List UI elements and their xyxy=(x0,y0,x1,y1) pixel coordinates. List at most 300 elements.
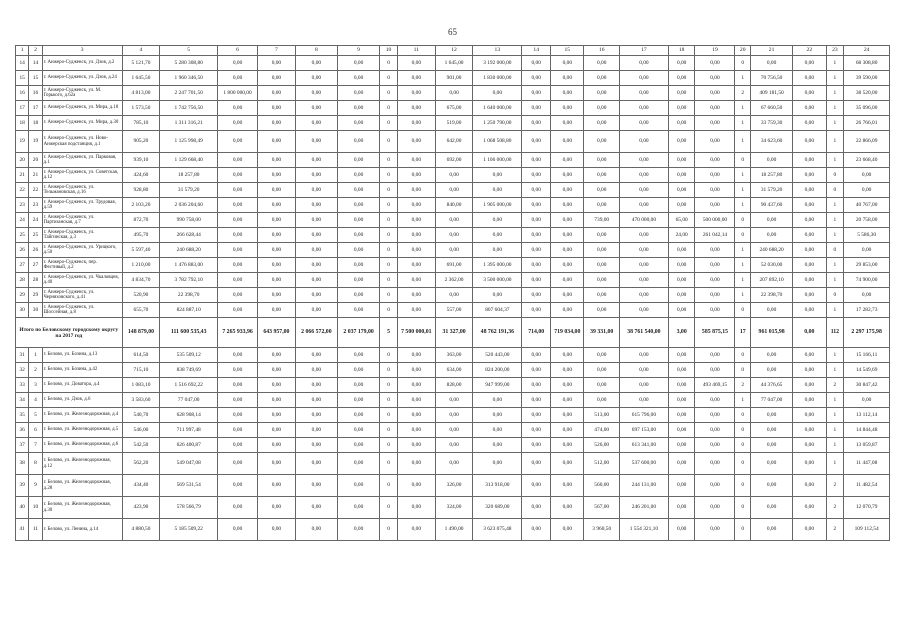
table-cell: 23 xyxy=(29,198,42,213)
table-cell: 905,20 xyxy=(122,131,160,153)
table-cell: 0,00 xyxy=(258,497,296,519)
table-cell: 30 xyxy=(29,303,42,318)
table-cell: 0,00 xyxy=(793,453,826,475)
table-cell: 0,00 xyxy=(295,363,337,378)
table-cell: 0,00 xyxy=(218,153,258,168)
table-cell: г. Белово, ул. Бозина, д.42 xyxy=(42,363,122,378)
table-cell: 0,00 xyxy=(435,423,473,438)
table-cell: 261 042,14 xyxy=(695,228,735,243)
table-cell: 0,00 xyxy=(668,101,695,116)
table-row xyxy=(16,56,890,71)
table-cell: 0,00 xyxy=(295,71,337,86)
table-cell: 0,00 xyxy=(337,228,379,243)
table-cell: 0,00 xyxy=(793,363,826,378)
table-cell: 0,00 xyxy=(551,116,584,131)
table-cell: 0 xyxy=(735,56,751,71)
table-cell: 18 xyxy=(29,116,42,131)
table-cell: 0,00 xyxy=(695,363,735,378)
table-cell: 0 xyxy=(826,183,844,198)
table-cell: 29 xyxy=(29,288,42,303)
table-cell: 0,00 xyxy=(668,168,695,183)
table-cell: 0,00 xyxy=(844,168,890,183)
table-cell: 0,00 xyxy=(793,318,826,348)
summary-row xyxy=(16,318,890,348)
table-cell: 961 015,98 xyxy=(751,318,793,348)
table-cell: 39 590,00 xyxy=(844,71,890,86)
table-cell: 0,00 xyxy=(258,228,296,243)
table-cell: 0,00 xyxy=(668,378,695,393)
table-row xyxy=(16,273,890,288)
table-cell: 739,00 xyxy=(584,213,620,228)
table-cell: 0,00 xyxy=(337,378,379,393)
table-cell: 0,00 xyxy=(258,363,296,378)
register-table xyxy=(15,45,890,541)
table-cell: 0,00 xyxy=(473,438,522,453)
table-row xyxy=(16,408,890,423)
table-cell: 29 xyxy=(16,288,29,303)
table-cell: 0,00 xyxy=(473,288,522,303)
table-cell: 1 960 346,50 xyxy=(160,71,218,86)
table-cell: 3 623 075,48 xyxy=(473,519,522,541)
table-cell: 19 xyxy=(695,46,735,56)
table-cell: 10 xyxy=(29,497,42,519)
table-cell: г. Белово, ул. Железнодорожная, д.30 xyxy=(42,497,122,519)
table-cell: 5 185 509,22 xyxy=(160,519,218,541)
table-cell: 0,00 xyxy=(619,153,668,168)
table-cell: 0,00 xyxy=(551,228,584,243)
table-cell: 17 xyxy=(16,101,29,116)
table-cell: 0,00 xyxy=(522,475,551,497)
table-cell: 0,00 xyxy=(218,348,258,363)
table-cell: 0,00 xyxy=(397,153,435,168)
table-cell: 28 xyxy=(29,273,42,288)
table-cell: 0,00 xyxy=(258,393,296,408)
table-cell: 1 xyxy=(735,198,751,213)
table-cell: 1 800 000,00 xyxy=(218,86,258,101)
table-cell: 0,00 xyxy=(695,423,735,438)
table-cell: 32 xyxy=(16,363,29,378)
table-cell: 512,00 xyxy=(584,453,620,475)
table-cell: 542,50 xyxy=(122,438,160,453)
table-cell: 27 xyxy=(16,258,29,273)
table-cell: 495,70 xyxy=(122,228,160,243)
table-cell: 0,00 xyxy=(397,408,435,423)
table-cell: 0,00 xyxy=(551,213,584,228)
table-cell: 0,00 xyxy=(337,453,379,475)
table-cell: 0,00 xyxy=(584,183,620,198)
table-cell: 872,70 xyxy=(122,213,160,228)
table-cell: 0,00 xyxy=(668,408,695,423)
table-cell: 0,00 xyxy=(295,243,337,258)
table-cell: 5 xyxy=(380,318,398,348)
table-cell: 0,00 xyxy=(435,288,473,303)
table-cell: 2 xyxy=(826,475,844,497)
table-cell: 0,00 xyxy=(793,243,826,258)
table-cell: 0,00 xyxy=(258,273,296,288)
table-cell: 0,00 xyxy=(337,243,379,258)
table-cell: 26 xyxy=(29,243,42,258)
table-cell: 22 xyxy=(29,183,42,198)
table-cell: 17 xyxy=(619,46,668,56)
table-cell: 1 640 000,00 xyxy=(473,101,522,116)
table-cell: 17 xyxy=(29,101,42,116)
table-cell: 0,00 xyxy=(619,71,668,86)
table-cell: 1 106 000,00 xyxy=(473,153,522,168)
table-cell: 0,00 xyxy=(522,198,551,213)
table-cell: 20 xyxy=(16,153,29,168)
table-cell: 29 853,00 xyxy=(844,258,890,273)
table-cell: 1 554 321,10 xyxy=(619,519,668,541)
table-cell: 0,00 xyxy=(551,303,584,318)
table-cell: 240 688,20 xyxy=(751,243,793,258)
table-cell: 0,00 xyxy=(522,288,551,303)
table-cell: г. Анжеро-Судженск, ул. Шоссейная, д.8 xyxy=(42,303,122,318)
table-cell: 1 210,00 xyxy=(122,258,160,273)
table-cell: 17 282,73 xyxy=(844,303,890,318)
table-cell: 1 xyxy=(735,131,751,153)
table-cell: 1 083,10 xyxy=(122,378,160,393)
table-cell: 1 xyxy=(735,258,751,273)
table-cell: 0,00 xyxy=(337,519,379,541)
table-cell: 0,00 xyxy=(584,101,620,116)
table-cell: 0 xyxy=(735,228,751,243)
table-cell: 0,00 xyxy=(619,258,668,273)
table-row xyxy=(16,228,890,243)
table-cell: 15 xyxy=(16,71,29,86)
table-cell: 0 xyxy=(380,475,398,497)
table-cell: 0,00 xyxy=(522,519,551,541)
table-cell: 0,00 xyxy=(695,273,735,288)
table-cell: г. Анжеро-Судженск, ул. Чкаловцев, д.40 xyxy=(42,273,122,288)
table-cell: 1 516 692,22 xyxy=(160,378,218,393)
table-cell: 5 586,30 xyxy=(844,228,890,243)
table-cell: г. Анжеро-Судженск, ул. Урицкого, д.50 xyxy=(42,243,122,258)
table-cell: 0,00 xyxy=(397,243,435,258)
table-cell: 0,00 xyxy=(295,453,337,475)
table-cell: 0,00 xyxy=(337,273,379,288)
table-cell: 22 398,70 xyxy=(751,288,793,303)
table-cell: 0,00 xyxy=(522,378,551,393)
table-cell: 0,00 xyxy=(668,116,695,131)
table-cell: 500 000,00 xyxy=(695,213,735,228)
table-cell: 3 782 792,10 xyxy=(160,273,218,288)
table-cell: 1 830 000,00 xyxy=(473,71,522,86)
table-cell: 939,10 xyxy=(122,153,160,168)
table-cell: 0,00 xyxy=(619,378,668,393)
table-cell: г. Анжеро-Судженск, ул. М. Горького, д.62а xyxy=(42,86,122,101)
table-cell: 1 490,00 xyxy=(435,519,473,541)
table-cell: 20 758,00 xyxy=(844,213,890,228)
table-cell: 0,00 xyxy=(551,363,584,378)
table-cell: 111 600 535,43 xyxy=(160,318,218,348)
table-cell: 0,00 xyxy=(793,153,826,168)
table-cell: 626 400,87 xyxy=(160,438,218,453)
table-cell: 0,00 xyxy=(668,288,695,303)
table-cell: 0,00 xyxy=(668,86,695,101)
table-cell: 0,00 xyxy=(218,303,258,318)
table-cell: 0 xyxy=(735,497,751,519)
table-cell: 0,00 xyxy=(218,288,258,303)
table-cell: 13 xyxy=(473,46,522,56)
table-cell: 0,00 xyxy=(793,101,826,116)
table-cell: 70 756,50 xyxy=(751,71,793,86)
table-cell: 1 xyxy=(735,71,751,86)
table-row xyxy=(16,438,890,453)
table-cell: 0,00 xyxy=(337,423,379,438)
table-cell: 0 xyxy=(380,408,398,423)
table-cell: 0,00 xyxy=(337,131,379,153)
table-cell: 0,00 xyxy=(793,475,826,497)
table-cell: 0,00 xyxy=(695,183,735,198)
table-cell: 1 250 790,00 xyxy=(473,116,522,131)
table-cell: 7 xyxy=(258,46,296,56)
table-cell: г. Анжеро-Судженск, ул. Партизанская, д.7 xyxy=(42,213,122,228)
table-cell: 0,00 xyxy=(695,116,735,131)
table-cell: 0,00 xyxy=(258,288,296,303)
table-cell: 14 xyxy=(522,46,551,56)
table-cell: 14 844,48 xyxy=(844,423,890,438)
table-cell: 0,00 xyxy=(397,131,435,153)
table-cell: 540,70 xyxy=(122,408,160,423)
table-cell: 112 xyxy=(826,318,844,348)
table-cell: 0,00 xyxy=(522,393,551,408)
table-cell: 697 153,00 xyxy=(619,423,668,438)
table-cell: 0,00 xyxy=(793,86,826,101)
table-cell: 0,00 xyxy=(668,348,695,363)
table-row xyxy=(16,378,890,393)
table-cell: 0,00 xyxy=(751,423,793,438)
table-cell: 0,00 xyxy=(551,453,584,475)
table-cell: 3,00 xyxy=(668,318,695,348)
table-cell: 0,00 xyxy=(619,56,668,71)
table-cell: г. Анжеро-Судженск, ул. Советская, д.12 xyxy=(42,168,122,183)
table-cell: 0 xyxy=(735,408,751,423)
table-cell: 0,00 xyxy=(584,198,620,213)
table-cell: 3 960,50 xyxy=(584,519,620,541)
table-cell: 30 xyxy=(16,303,29,318)
table-cell: 0,00 xyxy=(695,393,735,408)
table-cell: 0,00 xyxy=(695,198,735,213)
register-body xyxy=(16,46,890,541)
table-cell: 0,00 xyxy=(295,408,337,423)
table-cell: 0,00 xyxy=(337,198,379,213)
table-cell: 13 059,87 xyxy=(844,438,890,453)
table-cell: 1 xyxy=(826,213,844,228)
table-cell: 23 xyxy=(16,198,29,213)
table-cell: 0 xyxy=(380,288,398,303)
table-cell: 1 125 998,49 xyxy=(160,131,218,153)
table-cell: 0,00 xyxy=(668,131,695,153)
table-cell: 0,00 xyxy=(668,475,695,497)
table-cell: 1 573,50 xyxy=(122,101,160,116)
table-cell: 0,00 xyxy=(668,438,695,453)
table-row xyxy=(16,101,890,116)
table-cell: 0,00 xyxy=(435,228,473,243)
table-cell: 0,00 xyxy=(397,86,435,101)
table-cell: 0,00 xyxy=(793,393,826,408)
table-cell: 0,00 xyxy=(473,213,522,228)
table-cell: 1 xyxy=(826,258,844,273)
table-cell: 0 xyxy=(735,475,751,497)
table-cell: 34 623,60 xyxy=(751,131,793,153)
table-cell: 0,00 xyxy=(551,86,584,101)
table-cell: 1 xyxy=(826,228,844,243)
table-cell: 434,40 xyxy=(122,475,160,497)
table-cell: 4 834,70 xyxy=(122,273,160,288)
table-cell: 0,00 xyxy=(218,101,258,116)
table-row xyxy=(16,198,890,213)
table-cell: 0,00 xyxy=(522,363,551,378)
table-cell: 0,00 xyxy=(397,438,435,453)
table-cell: 244 131,00 xyxy=(619,475,668,497)
table-cell: 1 395 000,00 xyxy=(473,258,522,273)
table-cell: 0,00 xyxy=(695,288,735,303)
table-cell: 2 xyxy=(29,363,42,378)
table-cell: 535 509,12 xyxy=(160,348,218,363)
table-cell: 692,00 xyxy=(435,153,473,168)
table-cell: 33 759,30 xyxy=(751,116,793,131)
table-cell: 320 689,00 xyxy=(473,497,522,519)
table-cell: 67 660,50 xyxy=(751,101,793,116)
table-cell: 0 xyxy=(380,71,398,86)
table-cell: 0,00 xyxy=(218,475,258,497)
table-cell: 0,00 xyxy=(295,273,337,288)
table-cell: 11 447,08 xyxy=(844,453,890,475)
table-cell: 0,00 xyxy=(551,497,584,519)
table-cell: 0,00 xyxy=(668,71,695,86)
table-cell: 0,00 xyxy=(668,363,695,378)
table-cell: 0,00 xyxy=(522,273,551,288)
table-cell: 0,00 xyxy=(522,243,551,258)
table-cell: 0,00 xyxy=(751,438,793,453)
table-cell: 8 xyxy=(295,46,337,56)
table-cell: 0,00 xyxy=(793,56,826,71)
table-cell: 0,00 xyxy=(337,56,379,71)
table-cell: 0 xyxy=(826,243,844,258)
table-cell: 0 xyxy=(380,168,398,183)
table-cell: 0,00 xyxy=(551,423,584,438)
table-cell: 614,50 xyxy=(122,348,160,363)
table-cell: г. Анжеро-Судженск, ул. Дзов, д.24 xyxy=(42,71,122,86)
table-row xyxy=(16,348,890,363)
table-cell: 0,00 xyxy=(218,213,258,228)
table-cell: 1 xyxy=(735,116,751,131)
table-cell: 1 xyxy=(826,363,844,378)
table-cell: 0,00 xyxy=(551,56,584,71)
table-cell: 0,00 xyxy=(584,273,620,288)
table-cell: 0,00 xyxy=(695,258,735,273)
table-cell: 0 xyxy=(380,116,398,131)
table-cell: 0,00 xyxy=(473,228,522,243)
table-cell: 1 xyxy=(826,116,844,131)
table-cell: 0,00 xyxy=(258,116,296,131)
table-cell: 0,00 xyxy=(695,408,735,423)
table-cell: 840,00 xyxy=(435,198,473,213)
table-cell: 0 xyxy=(735,363,751,378)
table-cell: 0 xyxy=(735,303,751,318)
table-cell: 0,00 xyxy=(695,71,735,86)
table-row xyxy=(16,519,890,541)
table-cell: 1 xyxy=(826,198,844,213)
table-cell: 0,00 xyxy=(751,303,793,318)
table-cell: 0,00 xyxy=(522,303,551,318)
table-cell: 0,00 xyxy=(337,258,379,273)
table-cell: 0,00 xyxy=(337,408,379,423)
table-cell: 0,00 xyxy=(751,56,793,71)
table-cell: 0,00 xyxy=(295,228,337,243)
table-cell: 719 034,00 xyxy=(551,318,584,348)
table-cell: 0,00 xyxy=(695,131,735,153)
table-cell: 30 847,42 xyxy=(844,378,890,393)
table-cell: 22 866,09 xyxy=(844,131,890,153)
table-cell: 90 437,60 xyxy=(751,198,793,213)
table-cell: 0,00 xyxy=(695,56,735,71)
table-cell: 1 xyxy=(826,393,844,408)
table-cell: 1 xyxy=(826,153,844,168)
table-cell: 0,00 xyxy=(295,348,337,363)
table-cell: 0,00 xyxy=(522,183,551,198)
table-cell: 947 999,00 xyxy=(473,378,522,393)
table-cell: 5 121,70 xyxy=(122,56,160,71)
table-cell: 0,00 xyxy=(551,519,584,541)
table-cell: 0,00 xyxy=(473,423,522,438)
table-cell: 1 xyxy=(826,131,844,153)
table-cell: 313 918,00 xyxy=(473,475,522,497)
table-cell: 0 xyxy=(735,519,751,541)
table-cell: 9 xyxy=(29,475,42,497)
table-cell: 0,00 xyxy=(793,116,826,131)
table-cell: 0,00 xyxy=(295,101,337,116)
table-cell: 0,00 xyxy=(218,71,258,86)
table-cell: 0,00 xyxy=(258,71,296,86)
table-cell: 207 892,10 xyxy=(751,273,793,288)
table-cell: 0,00 xyxy=(551,183,584,198)
table-cell: 22 398,70 xyxy=(160,288,218,303)
table-cell: 7 xyxy=(29,438,42,453)
table-cell: 0,00 xyxy=(397,183,435,198)
table-cell: 1 129 668,40 xyxy=(160,153,218,168)
table-cell: 0,00 xyxy=(337,348,379,363)
table-cell: 546,00 xyxy=(122,423,160,438)
table-cell: 0,00 xyxy=(337,71,379,86)
table-cell: 2 xyxy=(826,497,844,519)
table-cell: 0,00 xyxy=(584,56,620,71)
table-cell: 0 xyxy=(380,519,398,541)
table-cell: 240 688,20 xyxy=(160,243,218,258)
table-cell: Итого по Беловскому городскому округу на 2017 год xyxy=(16,318,123,348)
table-cell: 0,00 xyxy=(619,86,668,101)
table-cell: 0,00 xyxy=(522,348,551,363)
table-cell: 0,00 xyxy=(258,168,296,183)
table-cell: 2 037 179,00 xyxy=(337,318,379,348)
table-cell: 0,00 xyxy=(295,168,337,183)
table-cell: г. Белово, ул. Бозина, д.13 xyxy=(42,348,122,363)
table-cell: 0 xyxy=(735,423,751,438)
table-cell: 13 112,14 xyxy=(844,408,890,423)
table-cell: 0 xyxy=(380,86,398,101)
table-cell: 15 xyxy=(551,46,584,56)
table-cell: 0,00 xyxy=(522,116,551,131)
table-cell: 0,00 xyxy=(793,168,826,183)
table-cell: 0,00 xyxy=(337,213,379,228)
table-cell: 0 xyxy=(380,348,398,363)
table-cell: 493 469,15 xyxy=(695,378,735,393)
table-cell: 0 xyxy=(380,273,398,288)
table-cell: 0,00 xyxy=(551,101,584,116)
table-cell: 562,20 xyxy=(122,453,160,475)
table-cell: 1 068 508,80 xyxy=(473,131,522,153)
table-cell: 37 xyxy=(16,438,29,453)
